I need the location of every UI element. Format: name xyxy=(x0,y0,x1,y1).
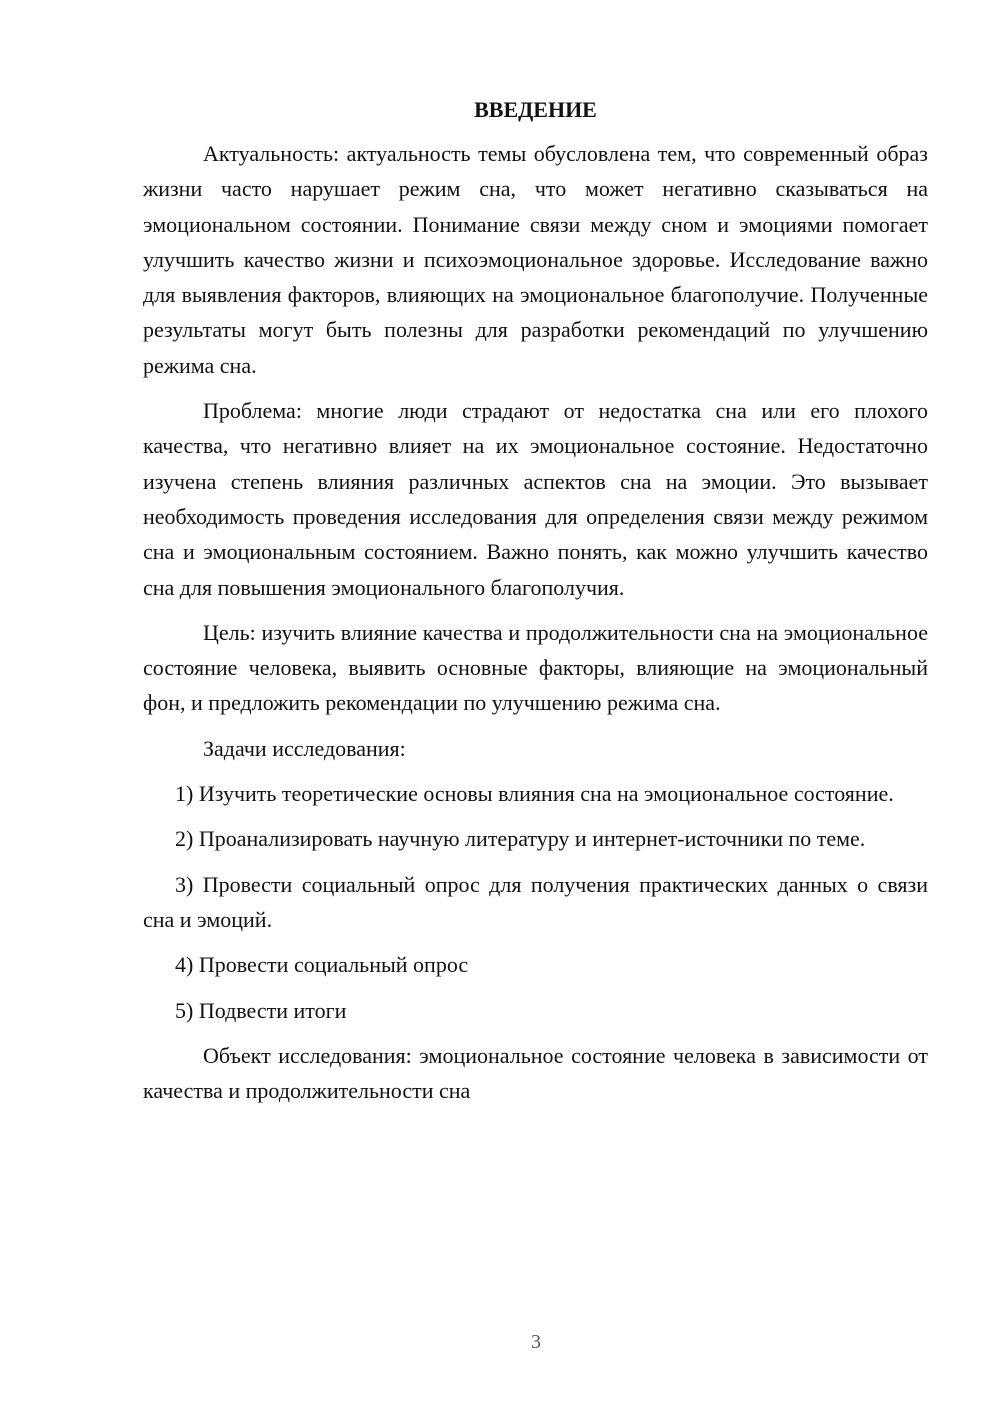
document-page xyxy=(143,92,928,1118)
paragraph-relevance: Актуальность: актуальность темы обусловлена тем, что современный образ жизни часто нарушает режим сна, что может негативно сказываться на эмоциональном состоянии. Понимание связи между сном и эмоциями помогает улучшить качество жизни и психоэмоциональное здоровье. Исследование важно для выявления факторов, влияющих на эмоциональное благополучие. Полученные результаты могут быть полезны для разработки рекомендаций по улучшению режима сна. xyxy=(143,141,928,378)
paragraph-object: Объект исследования: эмоциональное состояние человека в зависимости от качества и продолжительности сна xyxy=(143,1042,928,1104)
task-item-4: 4) Провести социальный опрос xyxy=(175,952,469,978)
paragraph-problem: Проблема: многие люди страдают от недостатка сна или его плохого качества, что негативно влияет на их эмоциональное состояние. Недостаточно изучена степень влияния различных аспектов сна на эмоции. Это вызывает необходимость проведения исследования для определения связи между режимом сна и эмоциональным состоянием. Важно понять, как можно улучшить качество сна для повышения эмоционального благополучия. xyxy=(143,398,928,600)
page-title: ВВЕДЕНИЕ xyxy=(474,97,597,122)
task-item-5: 5) Подвести итоги xyxy=(175,997,347,1023)
task-item-3: 3) Провести социальный опрос для получения практических данных о связи сна и эмоций. xyxy=(143,871,928,932)
page-number: 3 xyxy=(531,1331,541,1353)
paragraph-goal: Цель: изучить влияние качества и продолжительности сна на эмоциональное состояние человека, выявить основные факторы, влияющие на эмоциональный фон, и предложить рекомендации по улучшению режима сна. xyxy=(143,619,928,716)
tasks-heading: Задачи исследования: xyxy=(203,735,406,761)
task-item-2: 2) Проанализировать научную литературу и интернет-источники по теме. xyxy=(175,826,866,852)
task-item-1: 1) Изучить теоретические основы влияния сна на эмоциональное состояние. xyxy=(175,781,894,807)
